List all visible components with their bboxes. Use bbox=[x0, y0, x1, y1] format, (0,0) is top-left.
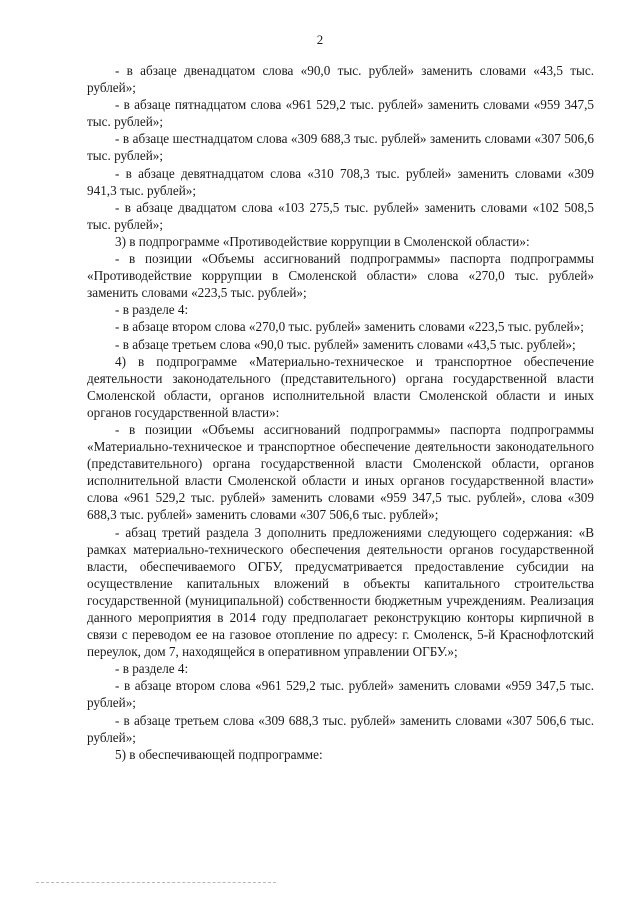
paragraph: - в абзаце третьем слова «309 688,3 тыс. рублей» заменить словами «307 506,6 тыс. рублей»; bbox=[87, 712, 594, 745]
paragraph: - в абзаце шестнадцатом слова «309 688,3 тыс. рублей» заменить словами «307 506,6 тыс. рублей»; bbox=[87, 131, 594, 164]
paragraph: - в позиции «Объемы ассигнований подпрограммы» паспорта подпрограммы «Материально-техническое и транспортное обеспечение деятельности законодательного (представительного) органа государственной власти Смоленской области, органов исполнительной власти Смоленской области и иных органов государственной власти» слова «961 529,2 тыс. рублей» заменить словами «959 347,5 тыс. рублей», слова «309 688,3 тыс. рублей» заменить словами «307 506,6 тыс. рублей»; bbox=[87, 421, 594, 523]
paragraph: - в абзаце пятнадцатом слова «961 529,2 тыс. рублей» заменить словами «959 347,5 тыс. рублей»; bbox=[87, 97, 594, 130]
document-body bbox=[87, 62, 594, 763]
paragraph: - в разделе 4: bbox=[115, 661, 189, 677]
footer-divider bbox=[36, 882, 276, 883]
paragraph: 4) в подпрограмме «Материально-техническое и транспортное обеспечение деятельности законодательного (представительного) органа государственной власти Смоленской области, органов исполнительной власти Смоленской области и иных органов государственной власти»: bbox=[87, 353, 594, 420]
paragraph: - в абзаце втором слова «270,0 тыс. рублей» заменить словами «223,5 тыс. рублей»; bbox=[115, 319, 584, 335]
paragraph: - в абзаце двенадцатом слова «90,0 тыс. рублей» заменить словами «43,5 тыс. рублей»; bbox=[87, 63, 594, 96]
paragraph: 3) в подпрограмме «Противодействие коррупции в Смоленской области»: bbox=[115, 233, 530, 249]
page-number: 2 bbox=[316, 32, 324, 47]
paragraph: - в абзаце девятнадцатом слова «310 708,3 тыс. рублей» заменить словами «309 941,3 тыс. рублей»; bbox=[87, 165, 594, 198]
paragraph: 5) в обеспечивающей подпрограмме: bbox=[115, 746, 323, 762]
paragraph: - в позиции «Объемы ассигнований подпрограммы» паспорта подпрограммы «Противодействие коррупции в Смоленской области» слова «270,0 тыс. рублей» заменить словами «223,5 тыс. рублей»; bbox=[87, 251, 594, 301]
paragraph: - в абзаце третьем слова «90,0 тыс. рублей» заменить словами «43,5 тыс. рублей»; bbox=[115, 336, 576, 352]
paragraph: - в разделе 4: bbox=[115, 302, 189, 318]
paragraph: - в абзаце двадцатом слова «103 275,5 тыс. рублей» заменить словами «102 508,5 тыс. рублей»; bbox=[87, 199, 594, 232]
paragraph: - в абзаце втором слова «961 529,2 тыс. рублей» заменить словами «959 347,5 тыс. рублей»; bbox=[87, 678, 594, 711]
paragraph: - абзац третий раздела 3 дополнить предложениями следующего содержания: «В рамках материально-технического обеспечения деятельности органов государственной власти, обеспечиваемого ОГБУ, предусматривается предоставление субсидии на осуществление капитальных вложений в объекты капитального строительства государственной (муниципальной) собственности бюджетным учреждениям. Реализация данного мероприятия в 2014 году предполагает реконструкцию конторы кирпичной в связи с переводом ее на газовое отопление по адресу: г. Смоленск, 5-й Краснофлотский переулок, дом 7, находящейся в оперативном управлении ОГБУ.»; bbox=[87, 524, 594, 660]
